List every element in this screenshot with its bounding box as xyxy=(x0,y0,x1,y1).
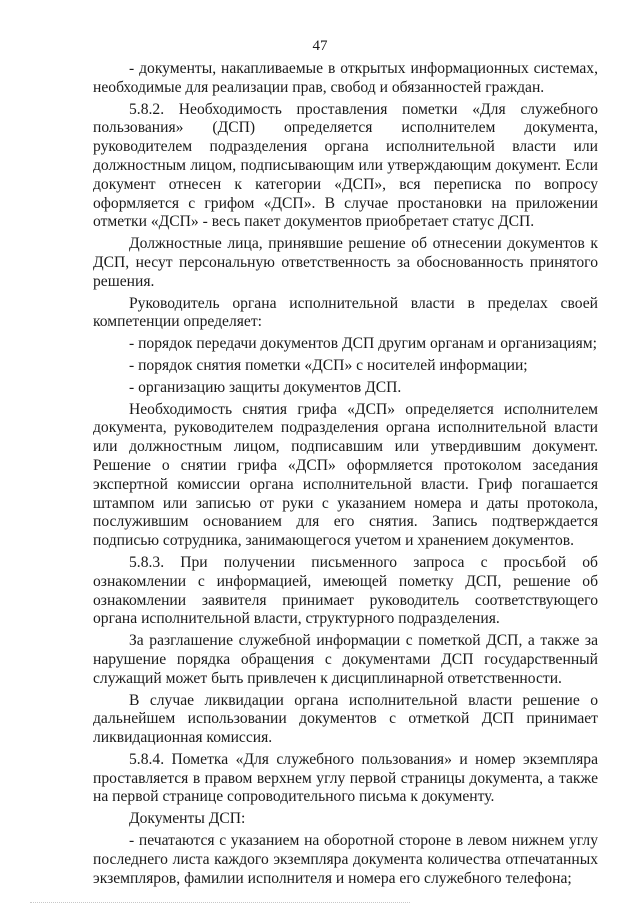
paragraph-5-8-4: 5.8.4. Пометка «Для служебного пользования» и номер экземпляра проставляется в правом верхнем углу первой страницы документа, а также на первой странице сопроводительного письма к документу. xyxy=(93,750,598,806)
paragraph-responsibility: Должностные лица, принявшие решение об отнесении документов к ДСП, несут персональную ответственность за обоснованность принятого решения. xyxy=(93,235,598,290)
list-item-protection: - организацию защиты документов ДСП. xyxy=(129,378,402,396)
list-item-transfer-order: - порядок передачи документов ДСП другим органам и организациям; xyxy=(129,335,597,353)
scan-edge-artifact xyxy=(30,900,410,903)
list-item-removal-order: - порядок снятия пометки «ДСП» с носителей информации; xyxy=(129,356,528,374)
list-item-documents-open-systems: - документы, накапливаемые в открытых информационных системах, необходимые для реализации прав, свобод и обязанностей граждан. xyxy=(93,60,598,96)
paragraph-dsp-documents: Документы ДСП: xyxy=(129,810,246,828)
paragraph-disclosure: За разглашение служебной информации с пометкой ДСП, а также за нарушение порядка обращения с документами ДСП государственный служащий может быть привлечен к дисциплинарной ответственности. xyxy=(93,632,598,687)
paragraph-5-8-2: 5.8.2. Необходимость проставления пометки «Для служебного пользования» (ДСП) определяется исполнителем документа, руководителем подразделения органа исполнительной власти или должностным лицом, подписывающим или утверждающим документ. Если документ отнесен к категории «ДСП», вся переписка по вопросу оформляется с грифом «ДСП». В случае простановки на приложении отметки «ДСП» - весь пакет документов приобретает статус ДСП. xyxy=(93,100,598,231)
paragraph-head-defines: Руководитель органа исполнительной власти в пределах своей компетенции определяет: xyxy=(93,294,598,331)
list-item-printing: - печатаются с указанием на оборотной стороне в левом нижнем углу последнего листа каждого экземпляра документа количества отпечатанных экземпляров, фамилии исполнителя и номера его служебного телефона; xyxy=(93,832,598,887)
paragraph-liquidation: В случае ликвидации органа исполнительной власти решение о дальнейшем использовании документов с отметкой ДСП принимает ликвидационная комиссия. xyxy=(93,691,598,747)
document-body xyxy=(93,60,598,888)
page-number: 47 xyxy=(312,38,328,54)
paragraph-5-8-3: 5.8.3. При получении письменного запроса с просьбой об ознакомлении с информацией, имеющей пометку ДСП, решение об ознакомлении заявителя принимает руководитель соответствующего органа исполнительной власти, структурного подразделения. xyxy=(93,553,598,628)
paragraph-stamp-removal: Необходимость снятия грифа «ДСП» определяется исполнителем документа, руководителем подразделения органа исполнительной власти или должностным лицом, подписавшим или утвердившим документ. Решение о снятии грифа «ДСП» оформляется протоколом заседания экспертной комиссии органа исполнительной власти. Гриф погашается штампом или записью от руки с указанием номера и даты протокола, послужившим основанием для его снятия. Запись подтверждается подписью сотрудника, занимающегося учетом и хранением документов. xyxy=(93,400,598,550)
